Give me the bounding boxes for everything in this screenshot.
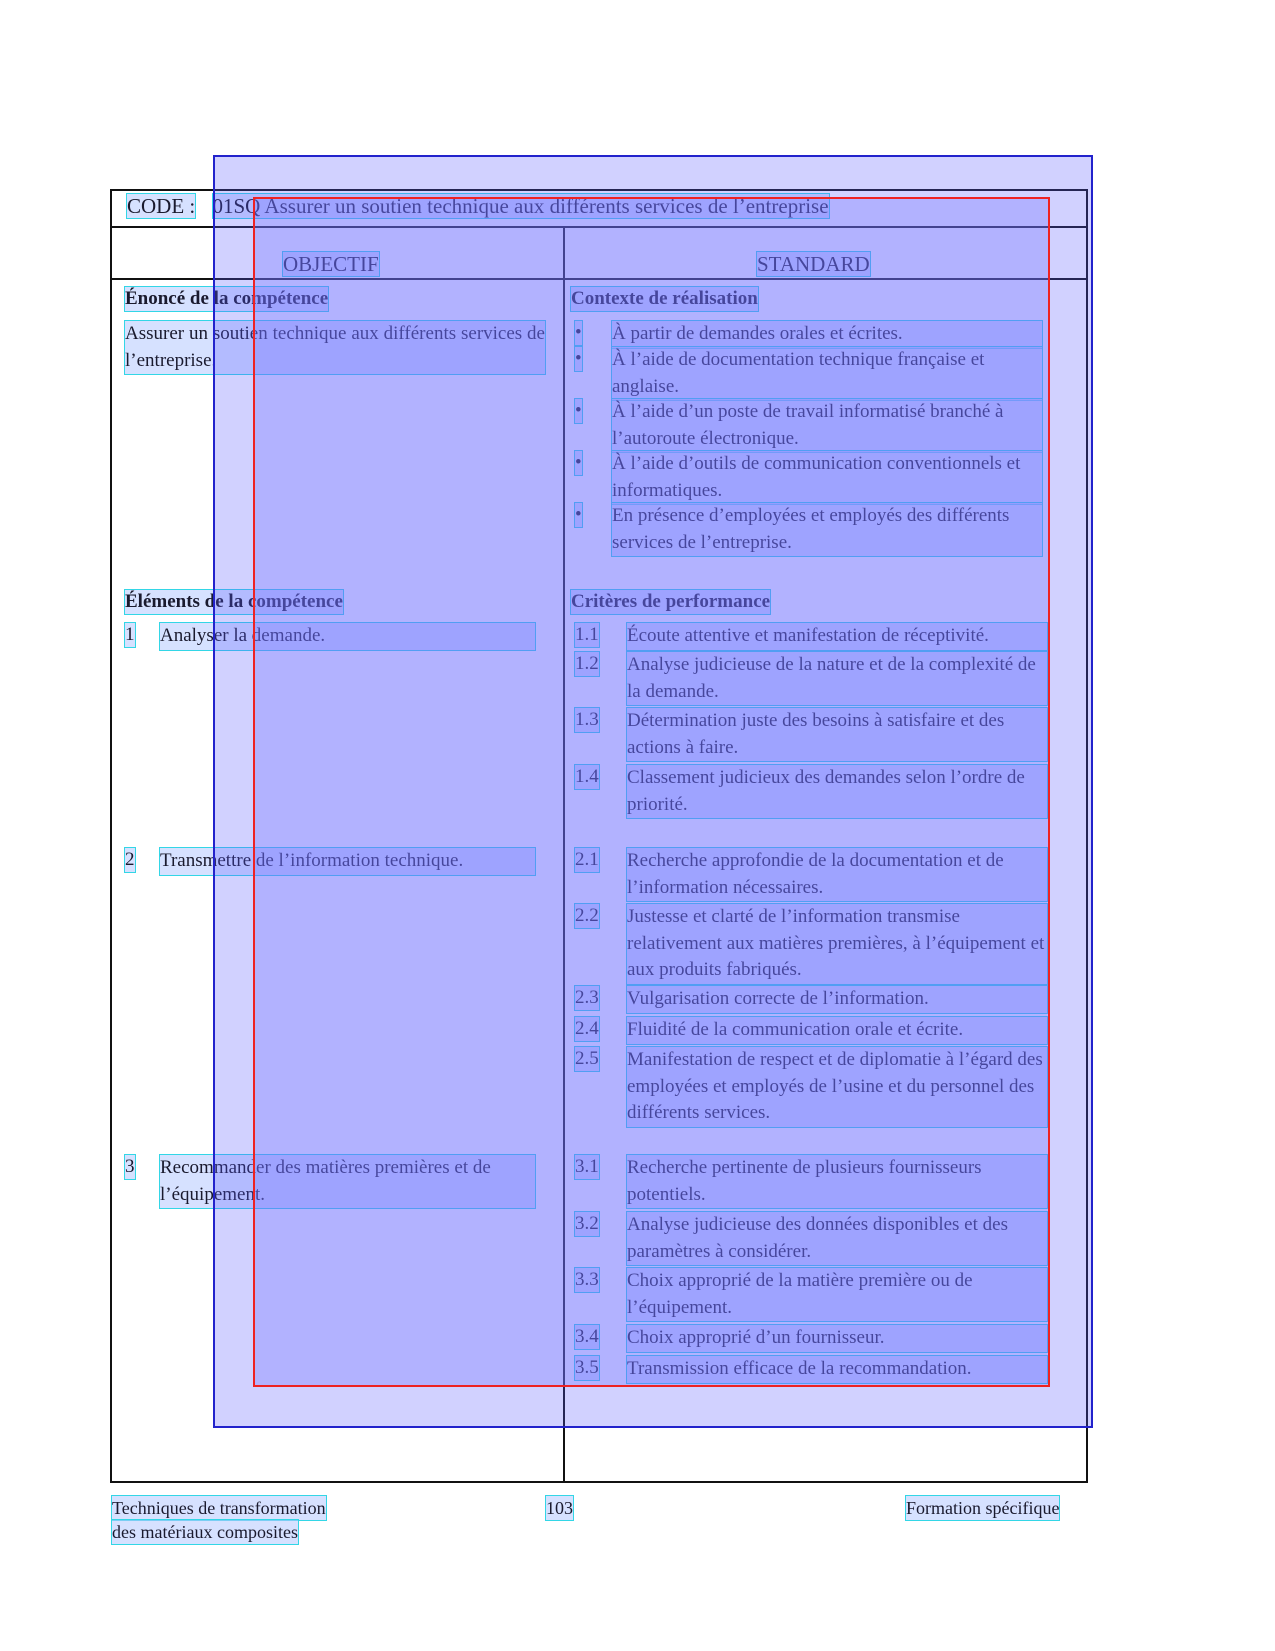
- contexte-item: En présence d’employées et employés des différents services de l’entreprise.: [612, 503, 1042, 556]
- enonce-text: Assurer un soutien technique aux différents services de l’entreprise.: [125, 321, 545, 374]
- column-header-standard: STANDARD: [757, 252, 870, 276]
- critere-text: Recherche approfondie de la documentation et de l’information nécessaires.: [627, 848, 1047, 901]
- footer-page-number: 103: [546, 1498, 573, 1518]
- contexte-bullet: •: [575, 400, 582, 421]
- contexte-bullet: •: [575, 452, 582, 473]
- critere-text: Écoute attentive et manifestation de réceptivité.: [627, 623, 1047, 650]
- critere-number: 2.4: [575, 1018, 599, 1039]
- critere-text: Recherche pertinente de plusieurs fournisseurs potentiels.: [627, 1155, 1047, 1208]
- critere-text: Manifestation de respect et de diplomatie à l’égard des employées et employés de l’usine et du personnel des différents services.: [627, 1047, 1047, 1127]
- critere-text: Classement judicieux des demandes selon l’ordre de priorité.: [627, 765, 1047, 818]
- critere-number: 2.3: [575, 987, 599, 1008]
- contexte-item: À l’aide d’outils de communication conventionnels et informatiques.: [612, 451, 1042, 504]
- critere-text: Analyse judicieuse de la nature et de la complexité de la demande.: [627, 652, 1047, 705]
- critere-number: 1.2: [575, 653, 599, 674]
- critere-number: 3.3: [575, 1269, 599, 1290]
- contexte-item: À l’aide de documentation technique française et anglaise.: [612, 347, 1042, 400]
- element-number: 2: [125, 849, 135, 870]
- footer-right: Formation spécifique: [906, 1498, 1060, 1518]
- contexte-bullet: •: [575, 504, 582, 525]
- critere-number: 1.3: [575, 709, 599, 730]
- contexte-bullet: •: [575, 322, 582, 343]
- column-header-objectif: OBJECTIF: [283, 252, 379, 276]
- critere-number: 1.1: [575, 624, 599, 645]
- contexte-bullet: •: [575, 348, 582, 369]
- critere-text: Transmission efficace de la recommandation.: [627, 1356, 1047, 1383]
- footer-left-line2: des matériaux composites: [112, 1522, 298, 1542]
- enonce-title: Énoncé de la compétence: [125, 288, 329, 309]
- element-text: Analyser la demande.: [160, 623, 535, 650]
- inner-highlight-box: [253, 197, 1050, 1387]
- critere-number: 3.1: [575, 1156, 599, 1177]
- element-number: 1: [125, 624, 135, 645]
- footer-left-line1: Techniques de transformation: [112, 1498, 326, 1518]
- critere-number: 3.5: [575, 1357, 599, 1378]
- critere-text: Fluidité de la communication orale et écrite.: [627, 1017, 1047, 1044]
- code-value: 01SQ Assurer un soutien technique aux différents services de l’entreprise: [212, 194, 829, 218]
- critere-number: 2.1: [575, 849, 599, 870]
- element-text: Recommander des matières premières et de l’équipement.: [160, 1155, 535, 1208]
- element-number: 3: [125, 1156, 135, 1177]
- critere-text: Choix approprié d’un fournisseur.: [627, 1325, 1047, 1352]
- critere-number: 1.4: [575, 766, 599, 787]
- critere-text: Détermination juste des besoins à satisfaire et des actions à faire.: [627, 708, 1047, 761]
- elements-title: Éléments de la compétence: [125, 591, 343, 612]
- critere-text: Justesse et clarté de l’information transmise relativement aux matières premières, à l’équipement et aux produits fabriqués.: [627, 904, 1047, 984]
- critere-number: 2.2: [575, 905, 599, 926]
- critere-number: 3.4: [575, 1326, 599, 1347]
- code-label: CODE :: [127, 194, 196, 218]
- criteres-title: Critères de performance: [571, 591, 771, 612]
- contexte-item: À partir de demandes orales et écrites.: [612, 321, 1042, 348]
- contexte-title: Contexte de réalisation: [571, 288, 758, 309]
- element-text: Transmettre de l’information technique.: [160, 848, 535, 875]
- critere-text: Analyse judicieuse des données disponibles et des paramètres à considérer.: [627, 1212, 1047, 1265]
- critere-number: 2.5: [575, 1048, 599, 1069]
- critere-text: Choix approprié de la matière première ou de l’équipement.: [627, 1268, 1047, 1321]
- critere-text: Vulgarisation correcte de l’information.: [627, 986, 1047, 1013]
- contexte-item: À l’aide d’un poste de travail informatisé branché à l’autoroute électronique.: [612, 399, 1042, 452]
- critere-number: 3.2: [575, 1213, 599, 1234]
